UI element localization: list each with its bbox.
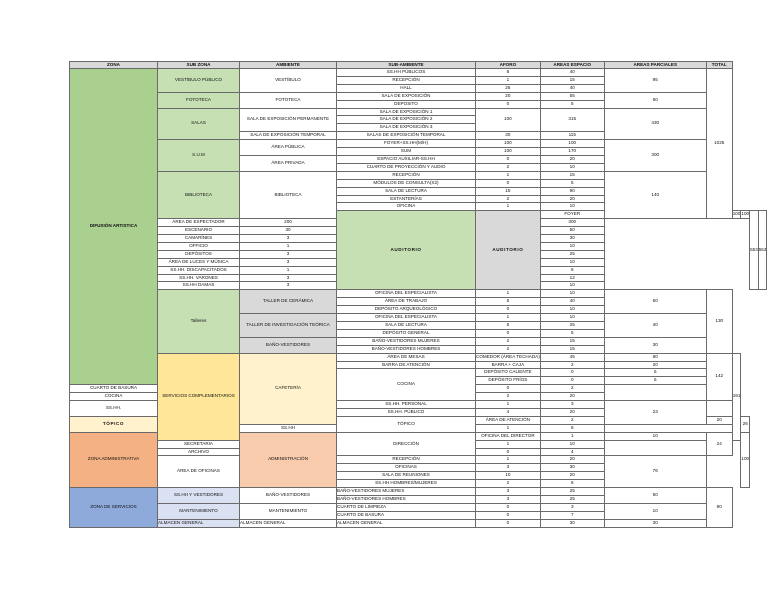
aforo: 1 <box>240 266 337 274</box>
ambiente-taller-teorica: TALLER DE INVESTIGACIÓN TEÓRICA <box>240 314 337 338</box>
parcial-sshh: 23 <box>604 401 706 425</box>
subzona-talleres: Talleres <box>158 290 240 353</box>
area: 55 <box>540 92 604 100</box>
area: 20 <box>540 472 604 480</box>
sub-ambiente: SS.HH. PÚBLICO <box>337 408 476 416</box>
ambiente-area-publica: ÁREA PÚBLICA <box>240 140 337 156</box>
area: 20 <box>706 416 732 424</box>
aforo: 15 <box>476 187 541 195</box>
area: 15 <box>540 337 604 345</box>
area: 20 <box>540 195 604 203</box>
table-row <box>70 488 767 496</box>
sub-ambiente: SS.HH. VARONES <box>158 274 240 282</box>
aforo: 30 <box>240 227 337 235</box>
total-servicios: 191 <box>732 353 741 440</box>
sub-ambiente: FOYER+SS.HH(M/H) <box>337 140 476 148</box>
area: 40 <box>540 298 604 306</box>
sub-ambiente: DEPÓSITO ARQUEOLÓGICO <box>337 306 476 314</box>
aforo: 100 <box>476 148 541 156</box>
sub-ambiente: SS.HH HOMBRES/MUJERES <box>337 480 476 488</box>
aforo: 3 <box>240 250 337 258</box>
parcial-salas: 430 <box>604 108 706 140</box>
aforo: 100 <box>476 140 541 148</box>
aforo-sala-permanente: 100 <box>476 108 541 132</box>
aforo: 3 <box>476 488 541 496</box>
parcial-taller-teorica: 40 <box>604 314 706 338</box>
area: 25 <box>540 495 604 503</box>
aforo: 1 <box>476 203 541 211</box>
ambiente-fototeca: FOTOTECA <box>240 92 337 108</box>
area: 5 <box>604 369 706 377</box>
header-sub-zona: SUB ZONA <box>158 62 240 69</box>
sub-ambiente: ESPACIO AUXILIAR-SS.HH <box>337 155 476 163</box>
area: 80 <box>604 353 706 361</box>
aforo: 1 <box>476 456 541 464</box>
aforo: 1 <box>476 290 541 298</box>
aforo: 2 <box>476 345 541 353</box>
aforo: 1 <box>540 432 604 440</box>
area: 10 <box>540 282 604 290</box>
subzona-administracion: ADMINISTRACIÓN <box>240 432 337 487</box>
sub-ambiente: DEPÓSITO FRÍOS <box>476 377 541 385</box>
header-ambiente: AMBIENTE <box>240 62 337 69</box>
table-row <box>70 92 767 100</box>
aforo: 3 <box>240 274 337 282</box>
sub-ambiente: SALA DE LECTURA <box>337 187 476 195</box>
area: 10 <box>540 242 604 250</box>
aforo: 100 <box>732 211 741 219</box>
aforo: 2 <box>540 416 604 424</box>
ambiente-auditorio: AUDITORIO <box>476 211 541 290</box>
aforo: 2 <box>540 361 604 369</box>
area: 170 <box>540 148 604 156</box>
ambiente-sshh: SS.HH. <box>70 401 158 417</box>
sub-ambiente: COMEDOR (ÁREA TECHADA) <box>476 353 541 361</box>
area: 30 <box>540 235 604 243</box>
ambiente-banio-vestidores-servicio: BAÑO-VESTIDORES <box>240 488 337 504</box>
sub-ambiente: BARRA + CAJA <box>476 361 541 369</box>
area: 10 <box>540 306 604 314</box>
subzona-biblioteca: BIBLIOTECA <box>158 171 240 218</box>
sub-ambiente: ÁREA DE ESPECTADOR <box>158 219 240 227</box>
sub-ambiente: ESTANTERÍAS <box>337 195 476 203</box>
ambiente-taller-ceramica: TALLER DE CERÁMICA <box>240 290 337 314</box>
aforo: 200 <box>240 219 337 227</box>
subzona-cafeteria: CAFETERÍA <box>240 353 337 424</box>
sub-ambiente: ÁREA DE ATENCIÓN <box>476 416 541 424</box>
aforo: 0 <box>476 306 541 314</box>
total-difusion: 1025 <box>706 69 732 219</box>
area: 5 <box>604 377 706 385</box>
sub-ambiente: SUM <box>337 148 476 156</box>
aforo: 3 <box>240 258 337 266</box>
area: 15 <box>540 76 604 84</box>
aforo: 10 <box>476 472 541 480</box>
area: 6 <box>540 266 604 274</box>
aforo: 3 <box>240 282 337 290</box>
ambiente-biblioteca: BIBLIOTECA <box>240 171 337 218</box>
aforo: 0 <box>540 377 604 385</box>
total-auditorio: 553 <box>758 211 767 290</box>
aforo: 2 <box>476 163 541 171</box>
ambiente-area-mesas: ÁREA DE MESAS <box>337 353 476 361</box>
ambiente-topico: TÓPICO <box>337 416 476 432</box>
header-total: TOTAL <box>706 62 732 69</box>
sub-ambiente: RECEPCIÓN <box>337 171 476 179</box>
sub-ambiente: CUARTO DE BASURA <box>70 385 158 393</box>
parcial-taller-ceramica: 60 <box>604 290 706 314</box>
area: 20 <box>540 393 604 401</box>
area: 20 <box>540 155 604 163</box>
subzona-fototeca: FOTOTECA <box>158 92 240 108</box>
sub-ambiente: ESCENARIO <box>158 227 240 235</box>
parcial-vestidores: 50 <box>604 488 706 504</box>
aforo: 2 <box>476 480 541 488</box>
area: 20 <box>604 361 706 369</box>
parcial-vestibulo: 95 <box>604 69 706 93</box>
area: 5 <box>540 329 604 337</box>
sub-ambiente: OFICINA DEL ESPECIALISTA <box>337 290 476 298</box>
total-administrativa: 100 <box>741 432 750 487</box>
area: 7 <box>540 511 604 519</box>
sub-ambiente: MÓDULOS DE CONSULTA(X2) <box>337 179 476 187</box>
aforo: 1 <box>476 424 541 432</box>
aforo: 1 <box>476 314 541 322</box>
ambiente-direccion: DIRECCIÓN <box>337 432 476 456</box>
header-sub-ambiente: SUB-AMBIENTE <box>337 62 476 69</box>
ambiente-barra: BARRA DE ATENCIÓN <box>337 361 476 369</box>
table-row <box>70 353 767 361</box>
sub-ambiente: ALMACEN GENERAL <box>337 519 476 527</box>
header-areas-parciales: AREAS PARCIALES <box>604 62 706 69</box>
subzona-vestidores: SS.HH Y VESTIDORES <box>158 488 240 504</box>
zona-de-servicios: ZONA DE SERVICIOS <box>70 488 158 528</box>
ambiente-area-oficinas: ÁREA DE OFICINAS <box>158 456 240 488</box>
area: 10 <box>604 432 706 440</box>
area: 100 <box>540 140 604 148</box>
aforo: 0 <box>476 329 541 337</box>
parcial-almacen: 30 <box>604 519 706 527</box>
parcial-banio-vestidores: 30 <box>604 337 706 353</box>
sub-ambiente: SS.HH DAMAS <box>158 282 240 290</box>
ambiente-sala-temporal: SALA DE EXPOSICIÓN TEMPORAL <box>240 132 337 140</box>
subzona-mantenimiento: MANTENIMIENTO <box>158 503 240 519</box>
aforo: 0 <box>476 503 541 511</box>
table-row <box>70 69 767 77</box>
sub-ambiente: BAÑO-VESTIDORES HOMBRES <box>337 495 476 503</box>
sub-ambiente: SALA DE EXPOSICIÓN 3 <box>337 124 476 132</box>
sub-ambiente: SALA DE EXPOSICIÓN 2 <box>337 116 476 124</box>
sub-ambiente: OFICINA DEL ESPECIALISTA <box>337 314 476 322</box>
sub-ambiente: SS.HH. DISCAPACITADOS <box>158 266 240 274</box>
ambiente-area-privada: ÁREA PRIVADA <box>240 155 337 171</box>
aforo: 45 <box>540 353 604 361</box>
sub-ambiente: OFFICIO <box>158 242 240 250</box>
sub-ambiente: CUARTO DE PROYECCIÓN Y AUDIO <box>337 163 476 171</box>
sub-ambiente: HALL <box>337 84 476 92</box>
sub-ambiente: SS.HH. PERSONAL <box>337 401 476 409</box>
aforo: 1 <box>476 171 541 179</box>
header-areas-espacio: AREAS ESPACIO <box>540 62 604 69</box>
area: 5 <box>540 179 604 187</box>
parcial-sum: 300 <box>604 140 706 172</box>
sub-ambiente: SALA DE LECTURA <box>337 322 476 330</box>
area: 20 <box>540 408 604 416</box>
aforo: 0 <box>476 100 541 108</box>
area: 3 <box>540 401 604 409</box>
area: 10 <box>540 203 604 211</box>
header-aforo: AFORO <box>476 62 541 69</box>
sub-ambiente: SALA DE REUNIONES <box>337 472 476 480</box>
area: 10 <box>540 440 604 448</box>
parcial-topico: 26 <box>741 416 750 432</box>
sub-ambiente: BAÑO-VESTIDORES MUJERES <box>337 488 476 496</box>
sub-ambiente: DEPÓSITOS <box>158 250 240 258</box>
aforo: 4 <box>476 408 541 416</box>
table-row <box>70 108 767 116</box>
sub-ambiente: FOYER <box>540 211 604 219</box>
table-row <box>70 503 767 511</box>
ambiente-vestibulo: VESTÍBULO <box>240 69 337 93</box>
sub-ambiente: CAMARÍNES <box>158 235 240 243</box>
zona-difusion: DIFUSIÓN ARTISTICA <box>70 69 158 385</box>
sub-ambiente: CUARTO DE BASURA <box>337 511 476 519</box>
ambiente-almacen: ALMACEN GENERAL <box>240 519 337 527</box>
parcial-biblioteca: 140 <box>604 171 706 218</box>
table-row <box>70 171 767 179</box>
aforo: 0 <box>540 369 604 377</box>
sub-ambiente: SALA DE EXPOSICIÓN <box>337 92 476 100</box>
sub-ambiente: DEPÓSITO CALIENTE <box>476 369 541 377</box>
area: 6 <box>540 480 604 488</box>
area: 25 <box>540 250 604 258</box>
area: 25 <box>540 322 604 330</box>
area: 10 <box>540 163 604 171</box>
area: 4 <box>540 448 604 456</box>
sub-ambiente: ÁREA DE TRABAJO <box>337 298 476 306</box>
table-row <box>70 140 767 148</box>
aforo: 8 <box>476 69 541 77</box>
subzona-topico: TÓPICO <box>70 416 158 432</box>
aforo: 2 <box>476 393 541 401</box>
total-zona-servicios: 90 <box>706 488 732 528</box>
aforo: 2 <box>476 337 541 345</box>
aforo: 0 <box>476 179 541 187</box>
aforo: 0 <box>476 385 541 393</box>
sub-ambiente: BAÑO-VESTIDORES MUJERES <box>337 337 476 345</box>
area: 40 <box>540 69 604 77</box>
header-zona: ZONA <box>70 62 158 69</box>
table-row <box>70 519 767 527</box>
sub-ambiente: ÁREA DE LUCES Y MÚSICA <box>158 258 240 266</box>
subzona-vestibulo: VESTÍBULO PÚBLICO <box>158 69 240 93</box>
sub-ambiente: SS.HH <box>240 424 337 432</box>
aforo: 1 <box>476 401 541 409</box>
parcial-cafeteria: 142 <box>706 353 732 400</box>
sub-ambiente: SALAS DE EXPOSICIÓN TEMPORAL <box>337 132 476 140</box>
area: 3 <box>540 503 604 511</box>
sub-ambiente: DEPÓSITO GENERAL <box>337 329 476 337</box>
area: 30 <box>540 464 604 472</box>
area: 25 <box>540 488 604 496</box>
aforo: 20 <box>476 92 541 100</box>
area: 300 <box>540 219 604 227</box>
aforo: 1 <box>476 76 541 84</box>
area: 2 <box>540 385 604 393</box>
sub-ambiente: OFICINA DEL DIRECTOR <box>476 432 541 440</box>
sub-ambiente: RECEPCIÓN <box>337 76 476 84</box>
area-sala-permanente: 315 <box>540 108 604 132</box>
aforo: 5 <box>476 322 541 330</box>
sub-ambiente: SS.HH PÚBLICOS <box>337 69 476 77</box>
aforo: 0 <box>476 155 541 163</box>
sub-ambiente: OFICINAS <box>337 464 476 472</box>
table-row <box>70 290 767 298</box>
aforo: 3 <box>240 235 337 243</box>
area: 15 <box>540 345 604 353</box>
sub-ambiente: ARCHIVO <box>158 448 240 456</box>
area: 115 <box>540 132 604 140</box>
sub-ambiente: COCINA <box>70 393 158 401</box>
subzona-auditorio: AUDITORIO <box>337 211 476 290</box>
aforo: 25 <box>476 84 541 92</box>
sub-ambiente: DEPOSITO <box>337 100 476 108</box>
header-row <box>70 62 767 69</box>
area: 50 <box>540 227 604 235</box>
parcial-mantenimiento: 10 <box>604 503 706 519</box>
subzona-salas: SALAS <box>158 108 240 140</box>
ambiente-banio-vestidores: BAÑO-VESTIDORES <box>240 337 337 353</box>
area: 30 <box>540 519 604 527</box>
total-talleres: 130 <box>706 290 732 353</box>
parcial-oficinas: 76 <box>604 456 706 488</box>
area: 10 <box>540 290 604 298</box>
subzona-almacen: ALMACEN GENERAL <box>158 519 240 527</box>
area: 20 <box>540 456 604 464</box>
table-row <box>70 456 767 464</box>
zona-administrativa: ZONA ADMINISTRATIVA <box>70 432 158 487</box>
sub-ambiente: SALA DE EXPOSICIÓN 1 <box>337 108 476 116</box>
area: 90 <box>540 187 604 195</box>
aforo: 5 <box>476 298 541 306</box>
aforo: 2 <box>476 195 541 203</box>
ambiente-sala-permanente: SALA DE EXPOSICIÓN PERMANENTE <box>240 108 337 132</box>
parcial-auditorio: 553 <box>750 211 759 290</box>
area: 12 <box>540 274 604 282</box>
parcial-fototeca: 60 <box>604 92 706 108</box>
area: 5 <box>540 100 604 108</box>
aforo: 0 <box>476 519 541 527</box>
aforo: 30 <box>476 132 541 140</box>
sub-ambiente: BAÑO-VESTIDORES HOMBRES <box>337 345 476 353</box>
area: 100 <box>741 211 750 219</box>
aforo: 0 <box>476 448 541 456</box>
subzona-sum: S.U.M <box>158 140 240 172</box>
sub-ambiente: SECRETARIA <box>158 440 240 448</box>
area: 6 <box>540 424 604 432</box>
aforo: 3 <box>476 464 541 472</box>
program-table <box>69 61 767 528</box>
zona-servicios-complementarios: SERVICIOS COMPLEMENTARIOS <box>158 353 240 440</box>
aforo: 3 <box>476 495 541 503</box>
aforo: 0 <box>476 511 541 519</box>
area: 40 <box>540 84 604 92</box>
sub-ambiente: OFICINA <box>337 203 476 211</box>
ambiente-mantenimiento: MANTENIMIENTO <box>240 503 337 519</box>
area: 15 <box>540 171 604 179</box>
area: 10 <box>540 258 604 266</box>
sub-ambiente: RECEPCIÓN <box>337 456 476 464</box>
sub-ambiente: CUARTO DE LIMPIEZA <box>337 503 476 511</box>
area: 10 <box>540 314 604 322</box>
parcial-direccion: 24 <box>706 432 732 456</box>
ambiente-cocina: COCINA <box>337 369 476 401</box>
aforo: 1 <box>476 440 541 448</box>
aforo: 1 <box>240 242 337 250</box>
